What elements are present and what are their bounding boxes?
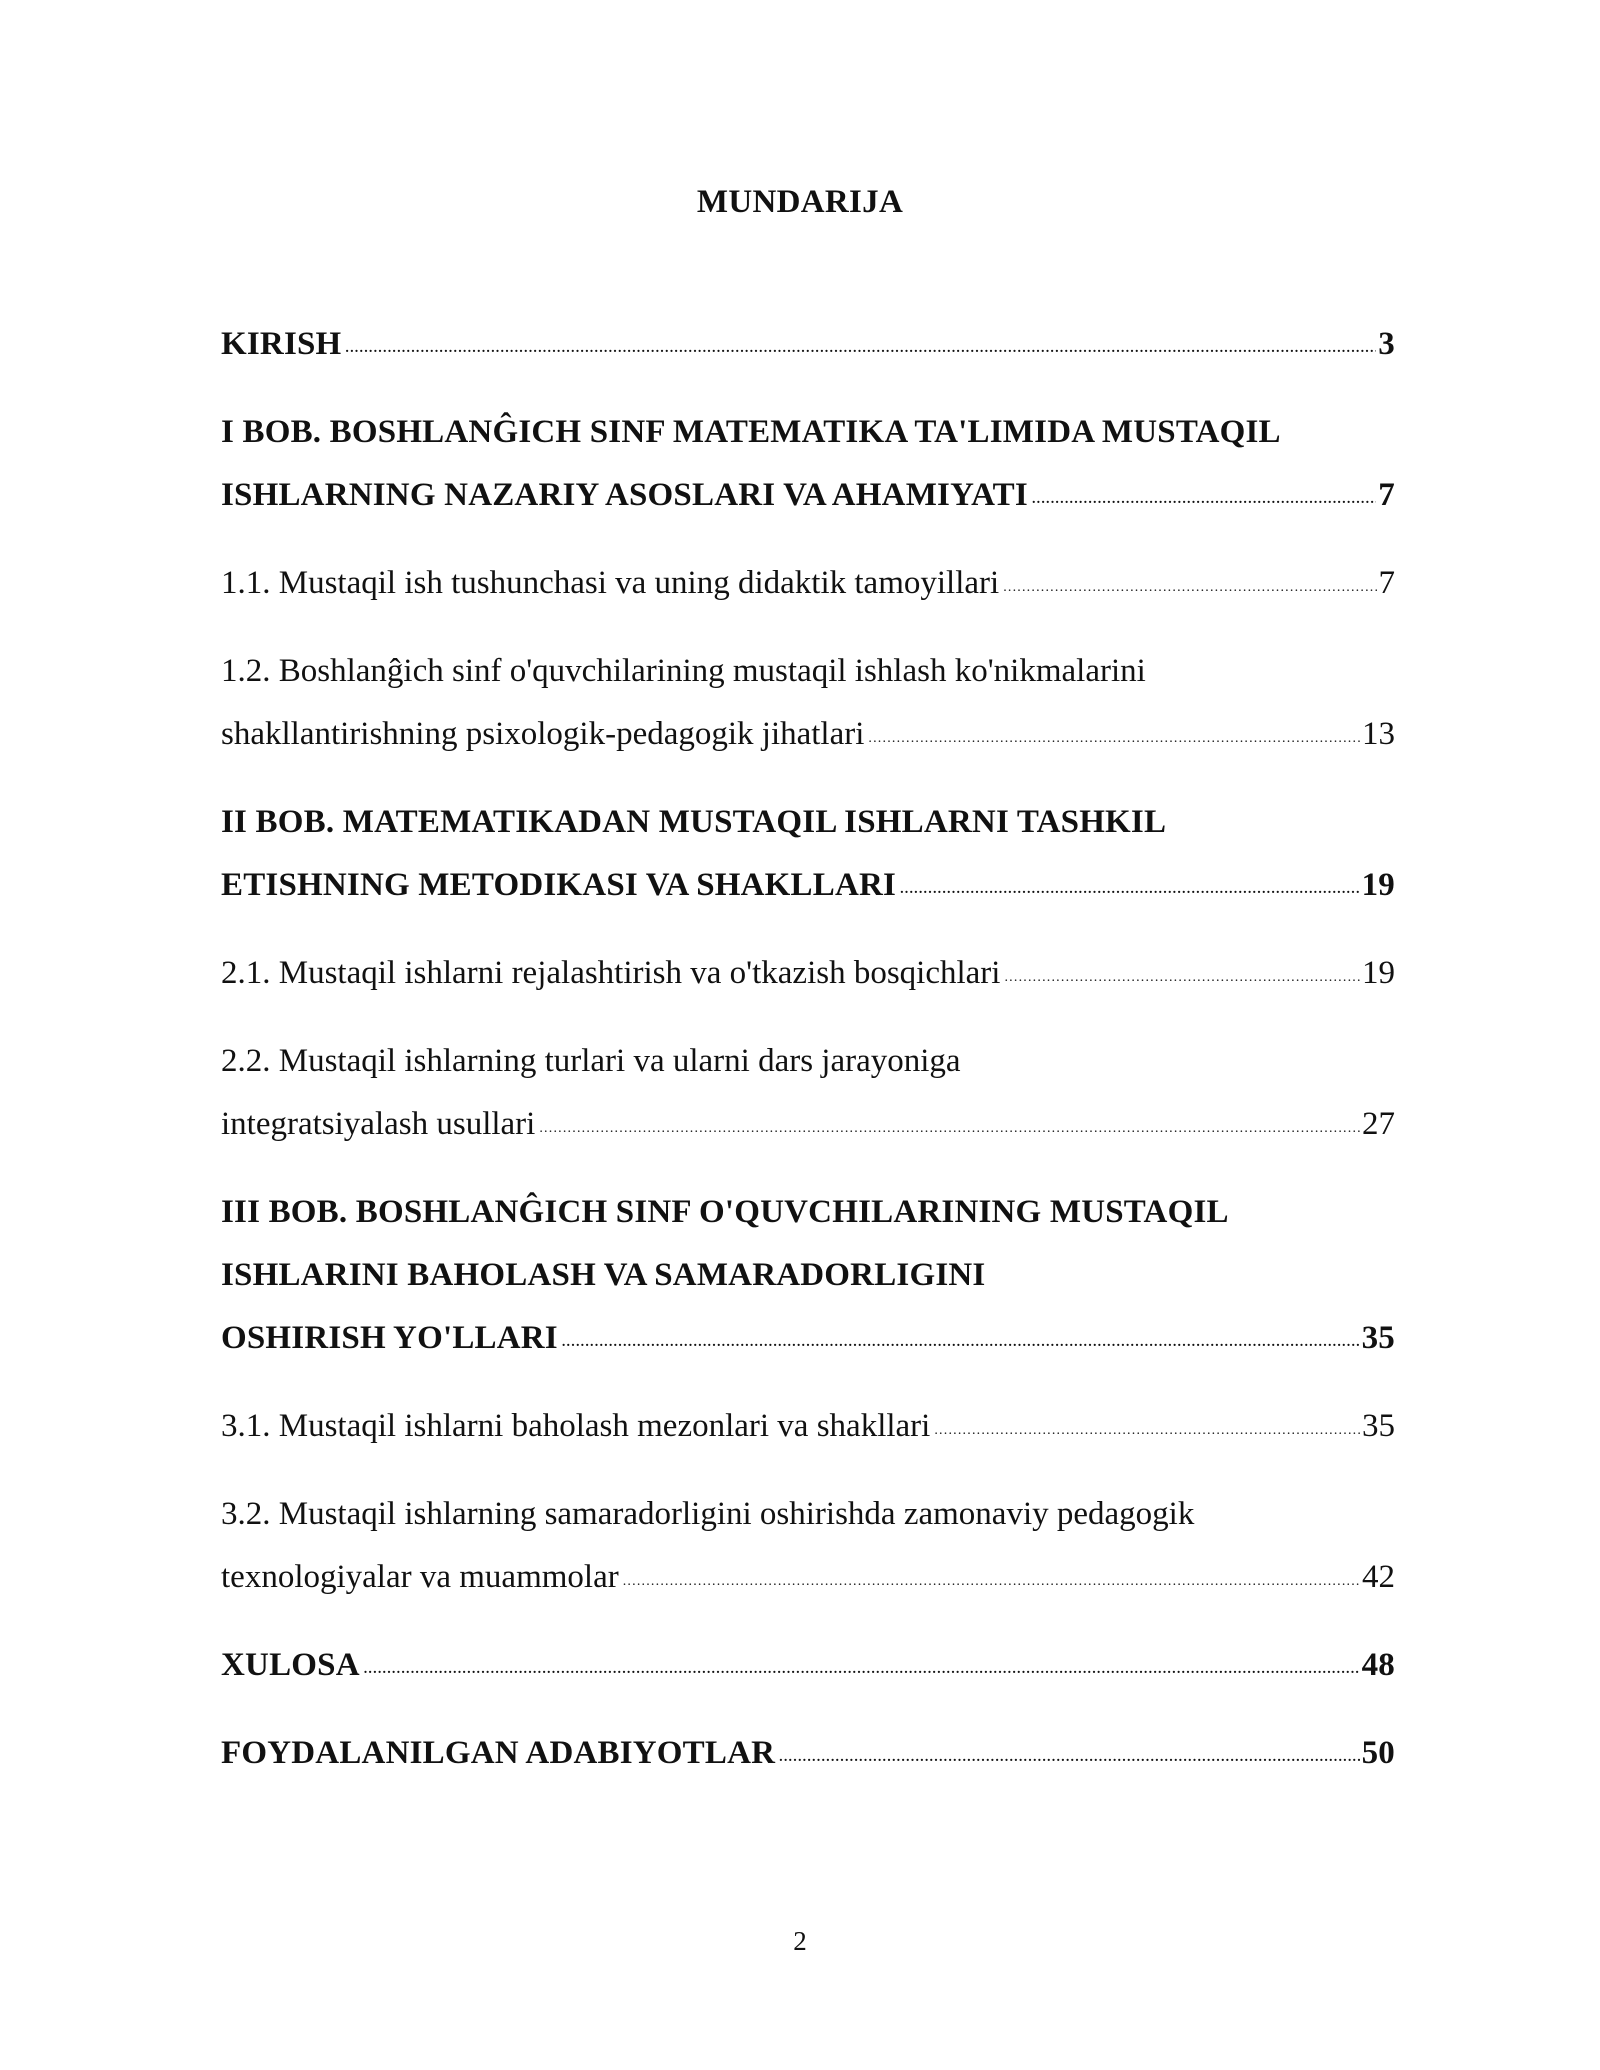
toc-page-number: 3: [1378, 326, 1395, 362]
toc-entry-section-1-2[interactable]: [221, 640, 1395, 766]
toc-entry-title: 3.1. Mustaqil ishlarni baholash mezonlari va shakllari: [221, 1408, 931, 1444]
toc-page-number: 42: [1362, 1559, 1395, 1595]
toc-page-number: 35: [1362, 1408, 1395, 1444]
toc-entry-title-line: II BOB. MATEMATIKADAN MUSTAQIL ISHLARNI TASHKIL: [221, 804, 1167, 840]
toc-entry-title: FOYDALANILGAN ADABIYOTLAR: [221, 1735, 776, 1771]
toc-entry-section-1-1[interactable]: [221, 552, 1395, 615]
page-number: 2: [793, 1926, 807, 1956]
dot-leader: [868, 732, 1360, 746]
toc-entry-chapter-3[interactable]: [221, 1181, 1395, 1370]
dot-leader: [345, 342, 1376, 356]
toc-page-number: 13: [1362, 716, 1395, 752]
toc-entry-title: 2.1. Mustaqil ishlarni rejalashtirish va o'tkazish bosqichlari: [221, 955, 1001, 991]
toc-entry-title-line: ISHLARINI BAHOLASH VA SAMARADORLIGINI: [221, 1257, 986, 1293]
toc-page-number: 19: [1361, 867, 1395, 903]
toc-entry-title-line: I BOB. BOSHLANĜICH SINF MATEMATIKA TA'LIMIDA MUSTAQIL: [221, 414, 1281, 450]
dot-leader: [364, 1663, 1360, 1677]
toc-entry-title-line: shakllantirishning psixologik-pedagogik jihatlari: [221, 716, 865, 752]
toc-entry-section-2-2[interactable]: [221, 1030, 1395, 1156]
toc-entry-title: 1.1. Mustaqil ish tushunchasi va uning didaktik tamoyillari: [221, 565, 1000, 601]
toc-entry-section-3-2[interactable]: [221, 1483, 1395, 1609]
toc-entry-chapter-1[interactable]: [221, 401, 1395, 527]
toc-entry-references[interactable]: [221, 1722, 1395, 1785]
dot-leader: [1003, 581, 1376, 595]
toc-page-number: 35: [1361, 1320, 1395, 1356]
dot-leader: [1004, 971, 1360, 985]
dot-leader: [934, 1424, 1360, 1438]
toc-entry-kirish[interactable]: [221, 313, 1395, 376]
toc-page-number: 19: [1362, 955, 1395, 991]
toc-entry-title-line: integratsiyalash usullari: [221, 1106, 536, 1142]
dot-leader: [900, 883, 1360, 897]
dot-leader: [562, 1336, 1360, 1350]
toc-page-number: 48: [1361, 1647, 1395, 1683]
toc-entry-title-line: ISHLARNING NAZARIY ASOSLARI VA AHAMIYATI: [221, 477, 1028, 513]
toc-entry-title-line: OSHIRISH YO'LLARI: [221, 1320, 558, 1356]
toc-entry-title-line: texnologiyalar va muammolar: [221, 1559, 619, 1595]
toc-entry-title-line: 1.2. Boshlanĝich sinf o'quvchilarining mustaqil ishlash ko'nikmalarini: [221, 653, 1146, 689]
dot-leader: [539, 1122, 1360, 1136]
toc-entry-xulosa[interactable]: [221, 1634, 1395, 1697]
toc-page-number: 7: [1378, 477, 1395, 513]
dot-leader: [1032, 493, 1376, 507]
toc-page-number: 7: [1378, 565, 1395, 601]
dot-leader: [623, 1575, 1360, 1589]
toc-entry-section-3-1[interactable]: [221, 1395, 1395, 1458]
toc-entry-chapter-2[interactable]: [221, 791, 1395, 917]
page-title: MUNDARIJA: [696, 184, 904, 220]
toc-entry-section-2-1[interactable]: [221, 942, 1395, 1005]
dot-leader: [779, 1751, 1359, 1765]
toc-entry-title: KIRISH: [221, 326, 342, 362]
toc-entry-title-line: 3.2. Mustaqil ishlarning samaradorligini oshirishda zamonaviy pedagogik: [221, 1496, 1195, 1532]
toc-entry-title-line: III BOB. BOSHLANĜICH SINF O'QUVCHILARINING MUSTAQIL: [221, 1194, 1229, 1230]
toc-page-number: 27: [1362, 1106, 1395, 1142]
toc-entry-title-line: 2.2. Mustaqil ishlarning turlari va ularni dars jarayoniga: [221, 1043, 961, 1079]
toc-entry-title: XULOSA: [221, 1647, 360, 1683]
toc-page-number: 50: [1361, 1735, 1395, 1771]
toc-entry-title-line: ETISHNING METODIKASI VA SHAKLLARI: [221, 867, 897, 903]
